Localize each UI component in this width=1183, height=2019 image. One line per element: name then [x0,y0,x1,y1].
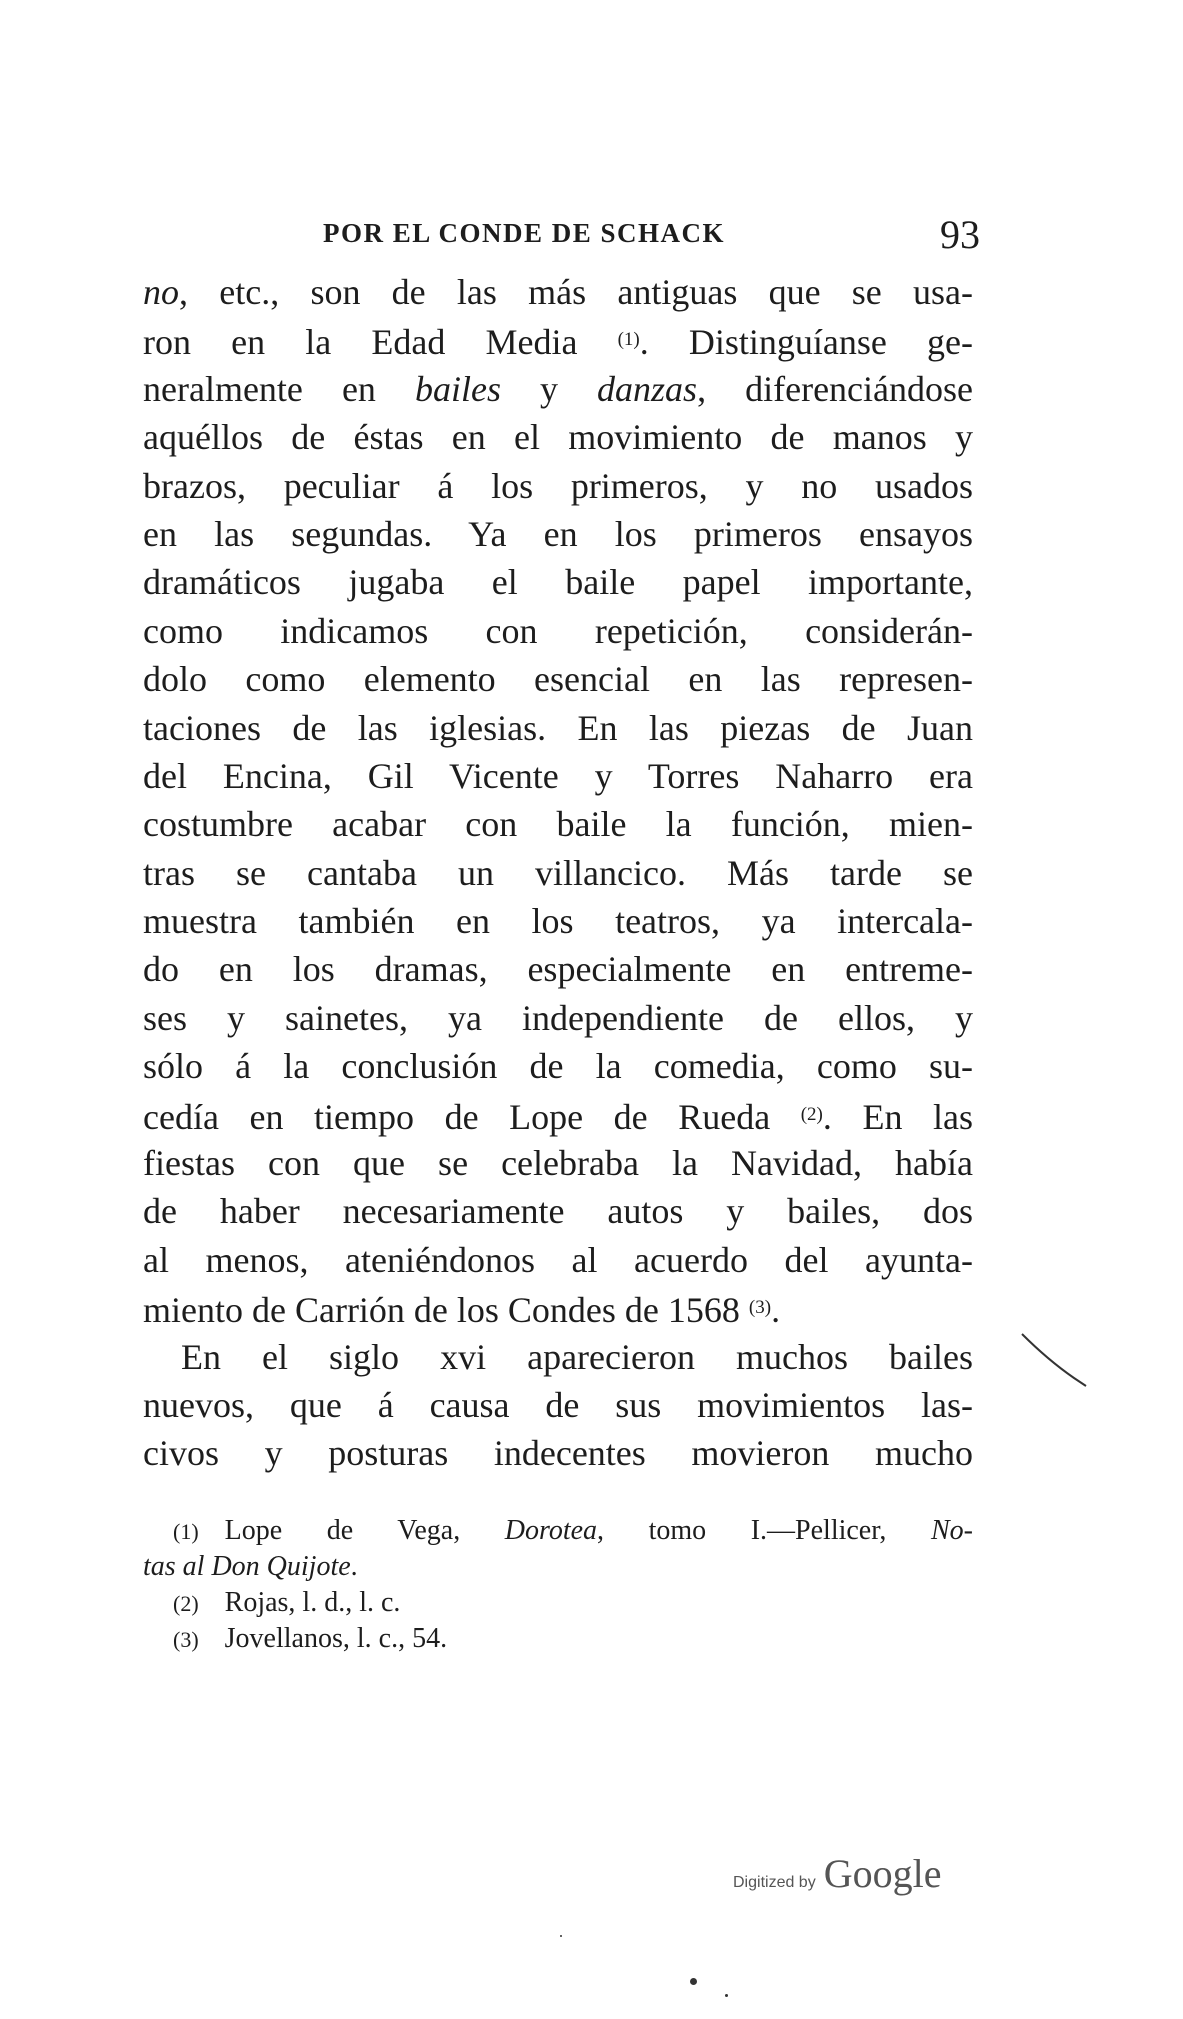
text-line [143,1139,973,1187]
text-line [143,316,973,364]
text-run: del Encina, Gil Vicente y Torres Naharro era [143,755,973,796]
footnote-line [143,1621,973,1657]
text-run: tras se cantaba un villancico. Más tarde se [143,852,973,893]
text-line [143,1187,973,1235]
italic-text: tas al Don Quijote [143,1551,351,1582]
text-line [143,849,973,897]
text-run: al menos, ateniéndonos al acuerdo del ayunta- [143,1239,973,1280]
text-line [143,558,973,606]
text-line [143,704,973,752]
page-number: 93 [940,212,980,257]
footnote-number: (1) [173,1519,199,1544]
text-run: taciones de las iglesias. En las piezas de Juan [143,707,973,748]
footnote-line [143,1585,973,1621]
text-line [143,752,973,800]
footnote-reference: (1) [617,329,640,351]
text-line [143,462,973,510]
text-run: brazos, peculiar á los primeros, y no usados [143,465,973,506]
text-line [143,945,973,993]
running-head: POR EL CONDE DE SCHACK [323,218,726,248]
text-run: sólo á la conclusión de la comedia, como su- [143,1046,973,1087]
text-run: Jovellanos, l. c., 54. [224,1623,448,1654]
text-line [143,1236,973,1284]
watermark-prefix: Digitized by [733,1874,816,1891]
text-run: cedía en tiempo de Lope de Rueda [143,1096,801,1137]
text-run: nuevos, que á causa de sus movimientos las- [143,1384,973,1425]
footnote-reference: (3) [748,1297,772,1319]
text-run: , diferenciándose [697,368,973,409]
text-line [143,1284,973,1332]
text-run: Rojas, l. d., l. c. [224,1587,401,1618]
text-line [143,994,973,1042]
text-run: civos y posturas indecentes movieron mucho [143,1433,973,1474]
ink-speck [725,1994,728,1997]
text-run: dolo como elemento esencial en las represen- [143,659,973,700]
text-run: como indicamos con repetición, considerán- [143,610,973,651]
text-run: . [350,1551,358,1582]
ink-speck [560,1935,562,1937]
text-run: En el siglo xvi aparecieron muchos bailes [181,1336,973,1377]
text-run: y [500,368,598,409]
italic-text: danzas [597,368,698,409]
text-line [143,1091,973,1139]
text-run: . Distinguíanse ge- [639,322,974,363]
text-run: , etc., son de las más antiguas que se usa- [179,272,973,312]
italic-text: bailes [414,368,501,409]
text-line [143,1333,973,1381]
text-line [143,413,973,461]
text-run: ses y sainetes, ya independiente de ellos, y [143,997,973,1038]
text-line [143,268,973,316]
text-run: costumbre acabar con baile la función, mien- [143,804,973,845]
text-run: fiestas con que se celebraba la Navidad, había [143,1143,973,1184]
text-line [143,800,973,848]
footnote-reference: (2) [800,1103,823,1125]
text-run: . [771,1290,781,1331]
text-line [143,1429,973,1477]
text-line [143,655,973,703]
pen-stroke-mark [1020,1330,1090,1390]
text-run: de haber necesariamente autos y bailes, dos [143,1191,973,1232]
text-run: muestra también en los teatros, ya intercala- [143,901,973,942]
italic-text: no [143,272,179,312]
footnote-number: (3) [173,1627,199,1652]
body-text [143,268,973,1478]
text-run: neralmente en [143,368,415,409]
text-run: . En las [822,1096,973,1137]
text-line [143,897,973,945]
text-line [143,510,973,558]
footnote-number: (2) [173,1591,199,1616]
text-run: , tomo I.—Pellicer, [597,1515,931,1546]
text-run: ron en la Edad Media [143,322,618,363]
text-run: aquéllos de éstas en el movimiento de manos y [143,417,973,458]
ink-speck [690,1978,697,1985]
footnote-line [143,1549,973,1585]
footnote-line [143,1513,973,1549]
digitized-by-google-watermark [733,1850,941,1897]
google-logo: Google [823,1851,942,1896]
text-line [143,607,973,655]
text-run: miento de Carrión de los Condes de 1568 [143,1290,749,1331]
text-run: do en los dramas, especialmente en entreme- [143,949,973,990]
text-run: en las segundas. Ya en los primeros ensayos [143,513,973,554]
page-header [143,205,988,265]
italic-text: No- [931,1515,973,1546]
text-line [143,1042,973,1090]
text-run: Lope de Vega, [224,1515,505,1546]
text-run: dramáticos jugaba el baile papel importante, [143,562,973,603]
italic-text: Dorotea [504,1515,598,1546]
text-line [143,365,973,413]
footnotes [143,1513,973,1657]
text-line [143,1381,973,1429]
